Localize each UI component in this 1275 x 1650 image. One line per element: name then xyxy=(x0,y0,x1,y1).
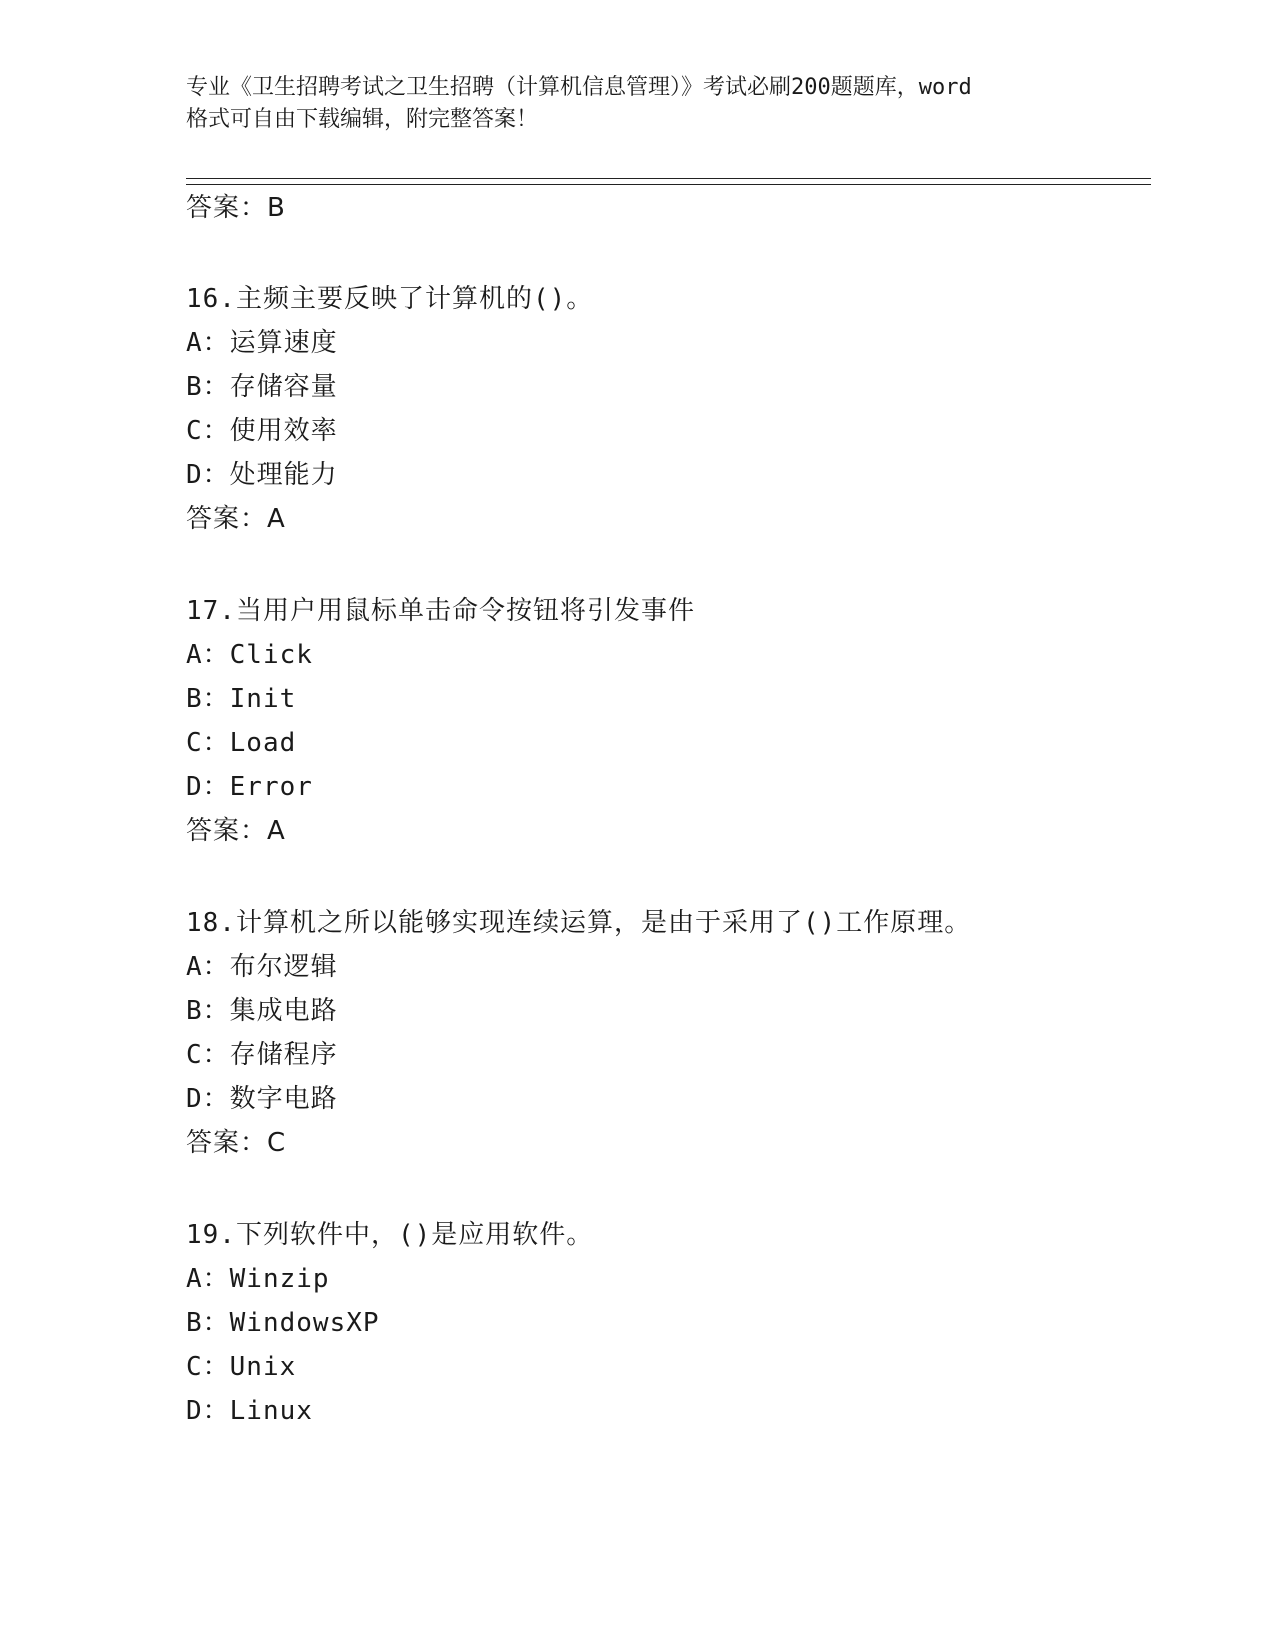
question-17-answer: 答案：A xyxy=(186,816,286,846)
question-18-option-d: D：数字电路 xyxy=(186,1084,338,1114)
question-19-option-c: C：Unix xyxy=(186,1352,297,1382)
question-17-option-d: D：Error xyxy=(186,772,313,802)
question-18-stem: 18.计算机之所以能够实现连续运算，是由于采用了()工作原理。 xyxy=(186,908,972,938)
question-16-option-d: D：处理能力 xyxy=(186,460,338,490)
question-16-option-a: A：运算速度 xyxy=(186,328,338,358)
document-header xyxy=(186,72,1086,136)
question-17-option-a: A：Click xyxy=(186,640,313,670)
question-19-option-b: B：WindowsXP xyxy=(186,1308,380,1338)
question-19-option-a: A：Winzip xyxy=(186,1264,330,1294)
question-16-option-c: C：使用效率 xyxy=(186,416,338,446)
question-19-option-d: D：Linux xyxy=(186,1396,313,1426)
header-line-2: 格式可自由下载编辑，附完整答案！ xyxy=(186,107,539,132)
question-18-option-a: A：布尔逻辑 xyxy=(186,952,338,982)
header-divider-top xyxy=(186,178,1151,179)
question-19-stem: 19.下列软件中，()是应用软件。 xyxy=(186,1220,594,1250)
question-18-answer: 答案：C xyxy=(186,1128,287,1158)
answer-previous: 答案：B xyxy=(186,193,286,223)
question-17-stem: 17.当用户用鼠标单击命令按钮将引发事件 xyxy=(186,596,695,626)
question-18-option-c: C：存储程序 xyxy=(186,1040,338,1070)
question-16-answer: 答案：A xyxy=(186,504,286,534)
header-divider-bottom xyxy=(186,184,1151,185)
question-17-option-b: B：Init xyxy=(186,684,297,714)
question-16-stem: 16.主频主要反映了计算机的()。 xyxy=(186,284,594,314)
question-18-option-b: B：集成电路 xyxy=(186,996,338,1026)
header-line-1: 专业《卫生招聘考试之卫生招聘（计算机信息管理）》考试必刷200题题库，word xyxy=(186,75,972,100)
question-17-option-c: C：Load xyxy=(186,728,297,758)
question-16-option-b: B：存储容量 xyxy=(186,372,338,402)
